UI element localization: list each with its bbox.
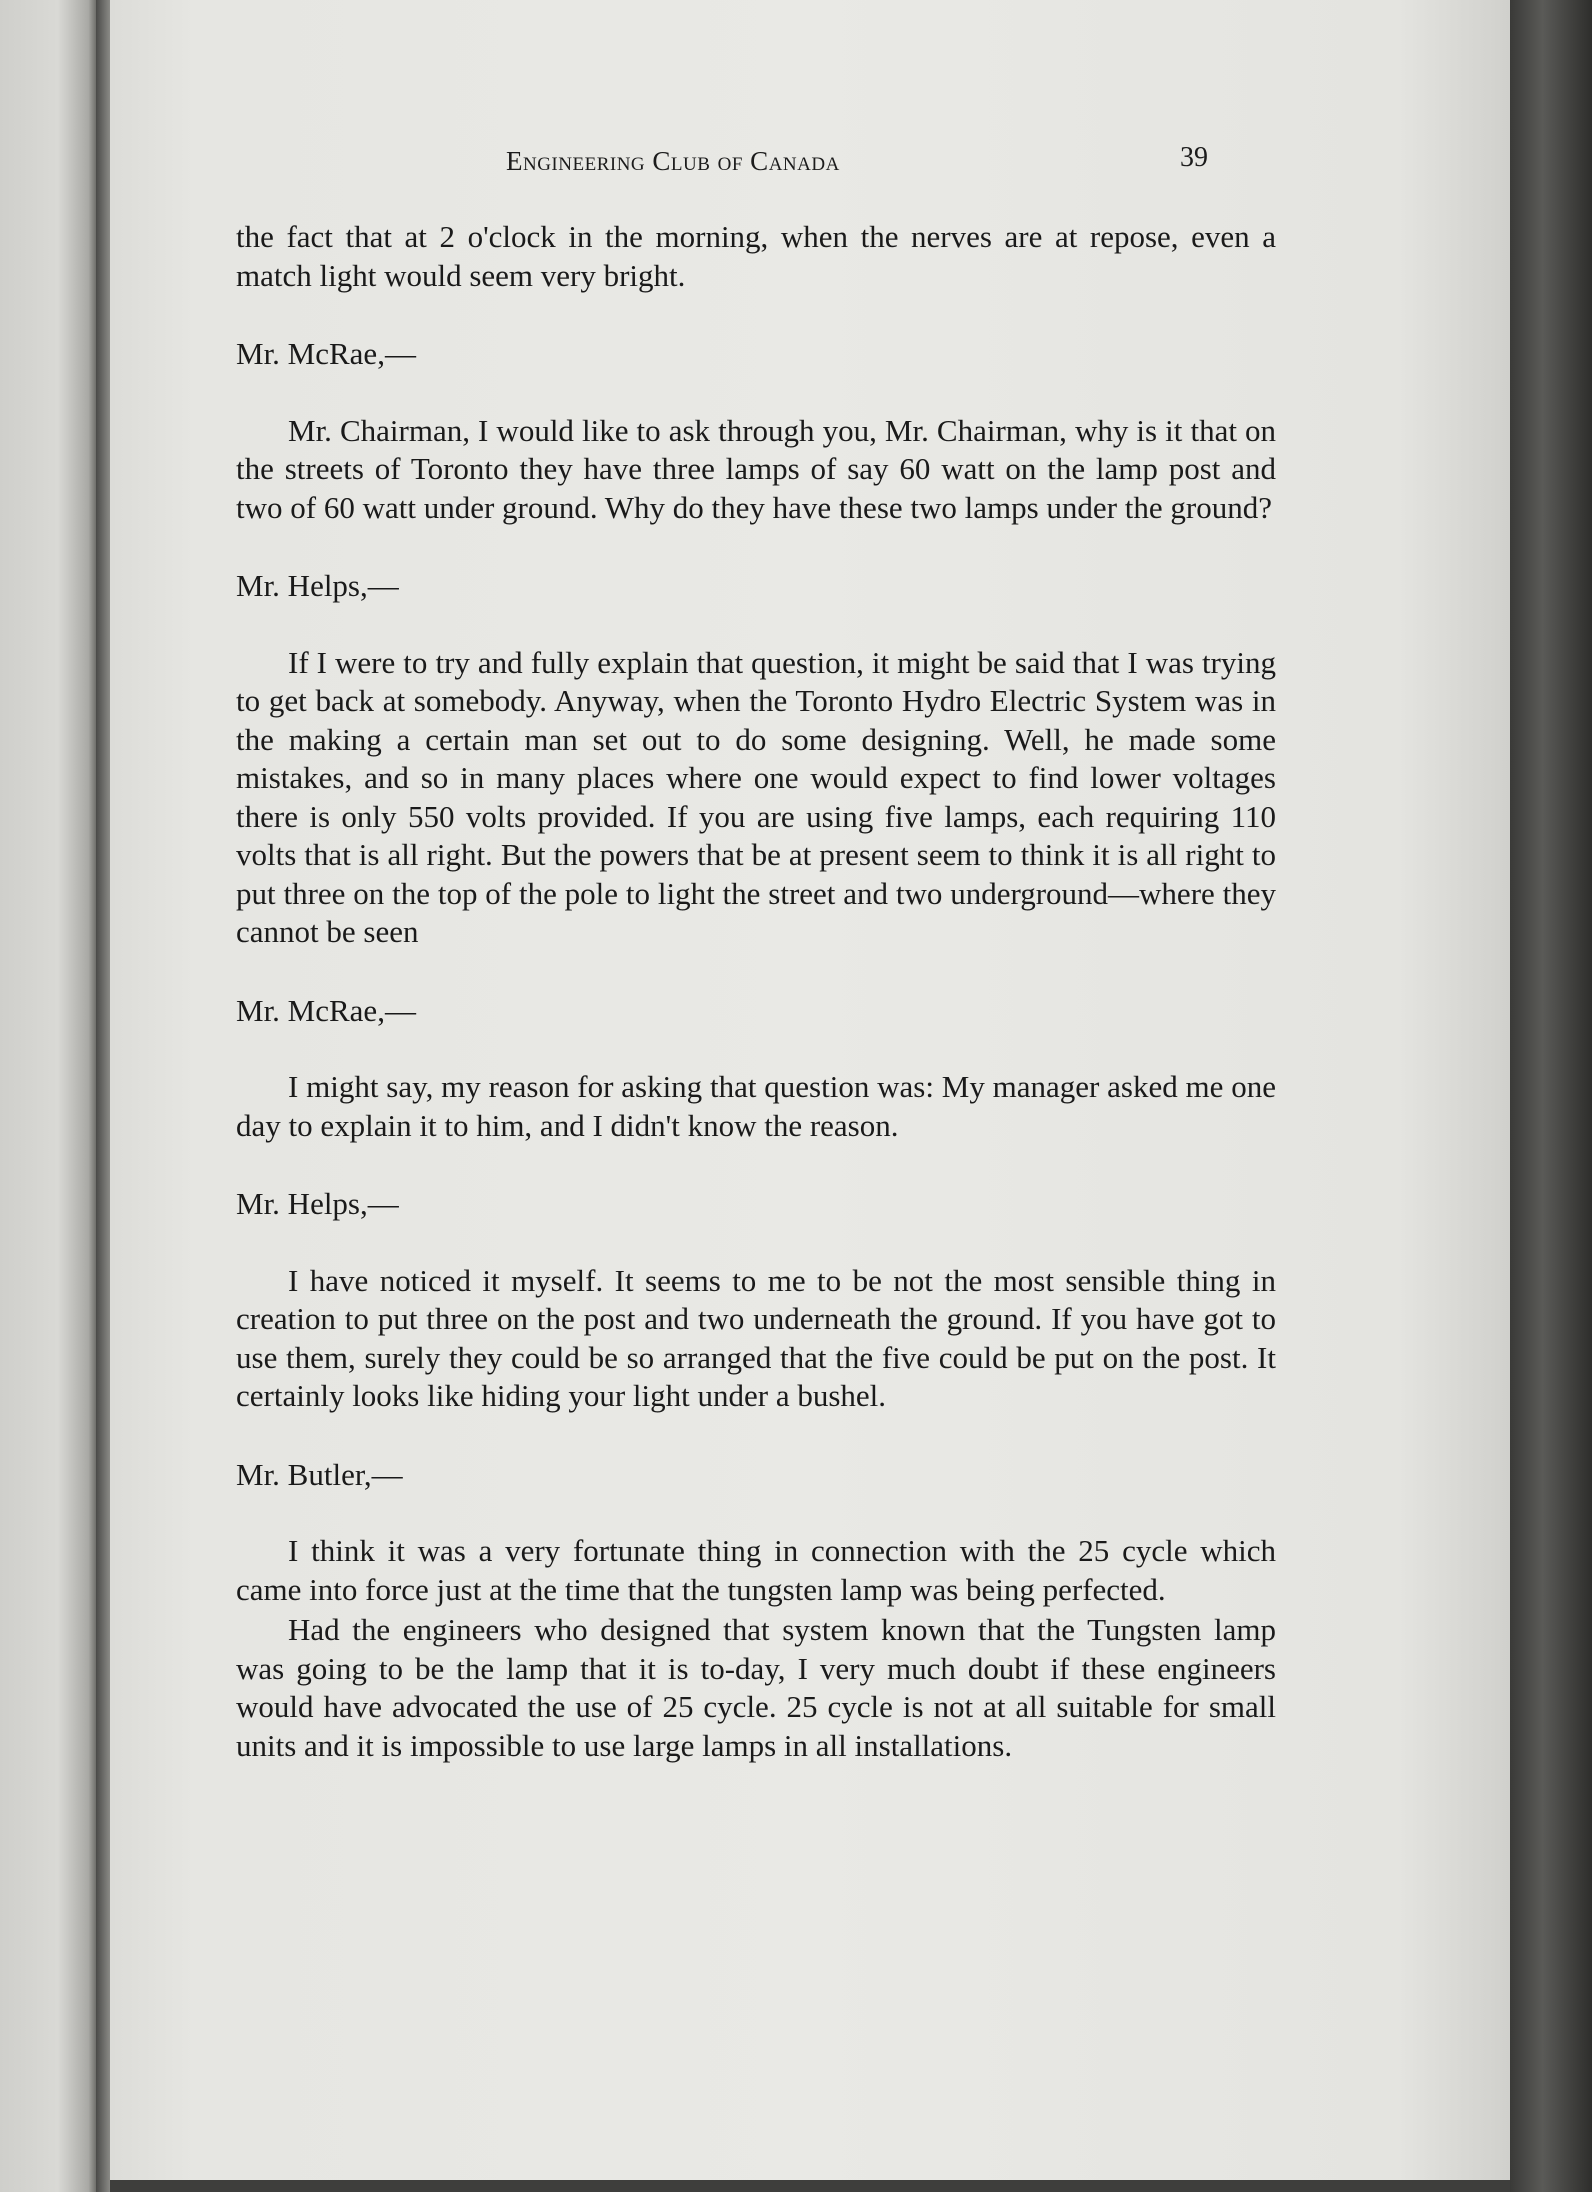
- exchange: [236, 992, 1276, 1146]
- speaker-name: Mr. McRae,—: [236, 992, 416, 1028]
- facing-page-edge: [0, 0, 96, 2192]
- speech-paragraph: If I were to try and fully explain that question, it might be said that I was trying to get back at somebody. Anyway, when the Toronto Hydro Electric System was in the making a certain man set out to do some designing. Well, he made some mistakes, and so in many places where one would expect to find lower voltages there is only 550 volts provided. If you are using five lamps, each requiring 110 volts that is all right. But the powers that be at present seem to think it is all right to put three on the top of the pole to light the street and two underground—where they cannot be seen: [236, 644, 1276, 949]
- speech-paragraph: I have noticed it myself. It seems to me to be not the most sensible thing in creation to put three on the post and two underneath the ground. If you have got to use them, surely they could be so arranged that the five could be put on the post. It certainly looks like hiding your light under a bushel.: [236, 1262, 1276, 1413]
- exchange: [236, 1456, 1276, 1766]
- speech-paragraph: I think it was a very fortunate thing in connection with the 25 cycle which came into force just at the time that the tungsten lamp was being perfected.: [236, 1533, 1276, 1607]
- page-body: [236, 218, 1276, 1765]
- page-bottom-edge: [110, 2180, 1510, 2192]
- page-edge-shadow: [1510, 0, 1592, 2192]
- book-gutter: [96, 0, 110, 2192]
- opening-paragraph: the fact that at 2 o'clock in the morning, when the nerves are at repose, even a match light would seem very bright.: [236, 219, 1276, 293]
- exchange: [236, 1185, 1276, 1416]
- speaker-name: Mr. Butler,—: [236, 1456, 403, 1492]
- exchange: [236, 567, 1276, 952]
- speech-paragraph: Mr. Chairman, I would like to ask through you, Mr. Chairman, why is it that on the streets of Toronto they have three lamps of say 60 watt on the lamp post and two of 60 watt under ground. Why do they have these two lamps under the ground?: [236, 412, 1276, 525]
- speech-paragraph: Had the engineers who designed that system known that the Tungsten lamp was going to be the lamp that it is to-day, I very much doubt if these engineers would have advocated the use of 25 cycle. 25 cycle is not at all suitable for small units and it is impossible to use large lamps in all installations.: [236, 1612, 1276, 1763]
- speaker-name: Mr. McRae,—: [236, 336, 416, 371]
- running-title: Engineering Club of Canada: [506, 146, 840, 176]
- exchange: [236, 335, 1276, 527]
- page-number: 39: [1180, 142, 1208, 173]
- speech-paragraph: I might say, my reason for asking that question was: My manager asked me one day to explain it to him, and I didn't know the reason.: [236, 1069, 1276, 1143]
- speaker-name: Mr. Helps,—: [236, 1186, 399, 1221]
- speaker-name: Mr. Helps,—: [236, 568, 399, 603]
